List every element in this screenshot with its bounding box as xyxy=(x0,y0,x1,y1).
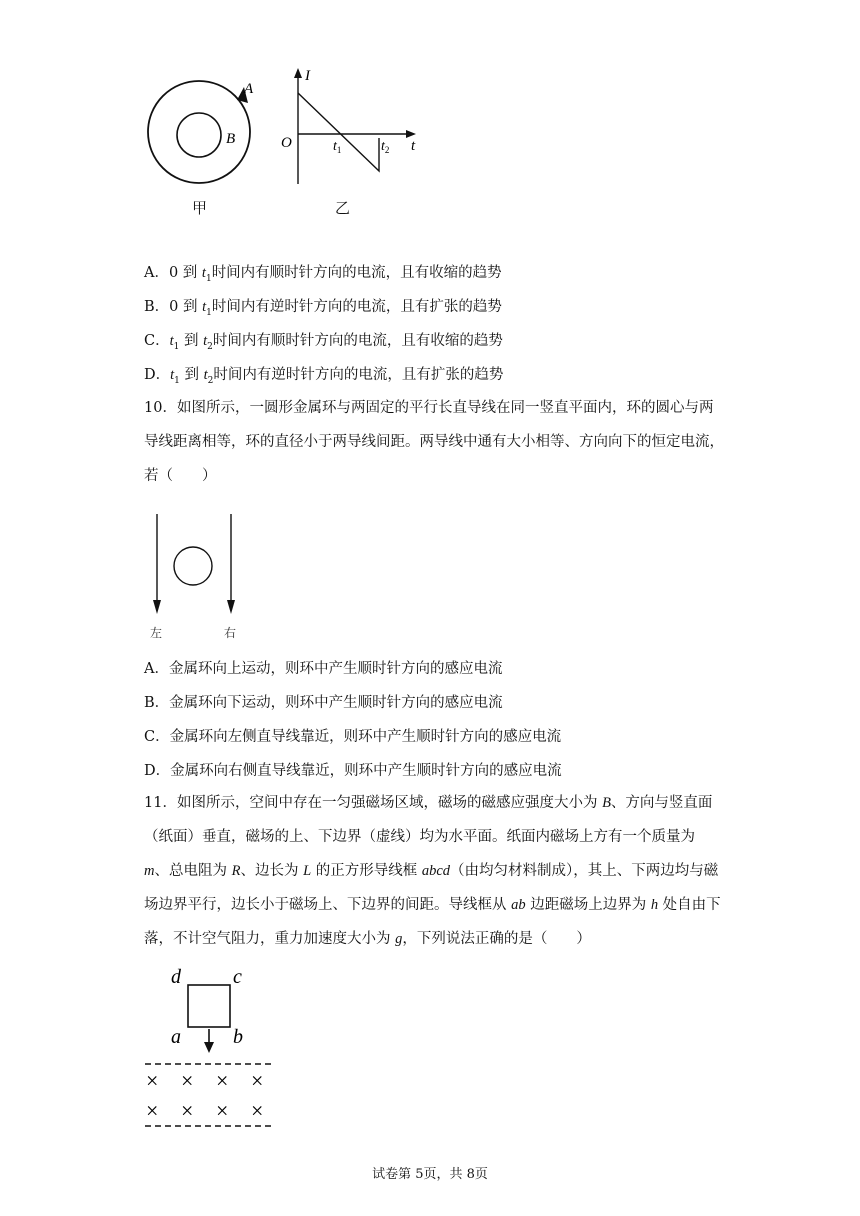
figure-graph-yi xyxy=(278,62,428,192)
figure-rings-jia xyxy=(140,60,270,220)
caption-yi: 乙 xyxy=(335,201,351,217)
right-wire-arrow-icon xyxy=(227,600,235,614)
q9-option-c: C．$t_1$ 到 $t_2$时间内有顺时针方向的电流，且有收缩的趋势 xyxy=(144,333,503,352)
q9-option-b: B．0 到 $t_1$时间内有逆时针方向的电流，且有扩张的趋势 xyxy=(144,299,502,318)
field-cross: × xyxy=(146,1098,159,1123)
page-footer: 试卷第 5页，共 8页 xyxy=(372,1167,488,1182)
i-axis-arrow-icon xyxy=(294,68,302,78)
label-right: 右 xyxy=(224,626,237,640)
q10-option-d: D．金属环向右侧直导线靠近，则环中产生顺时针方向的感应电流 xyxy=(144,763,562,779)
label-b: B xyxy=(226,131,236,147)
field-cross: × xyxy=(146,1068,159,1093)
label-o: O xyxy=(281,135,292,151)
field-cross: × xyxy=(181,1098,194,1123)
label-a: A xyxy=(244,81,254,97)
q10-option-a: A．金属环向上运动，则环中产生顺时针方向的感应电流 xyxy=(144,661,503,677)
field-cross: × xyxy=(181,1068,194,1093)
label-t: t xyxy=(411,138,416,154)
label-i: I xyxy=(305,68,310,84)
label-left: 左 xyxy=(150,626,163,640)
t-axis-arrow-icon xyxy=(406,130,416,138)
label-c: c xyxy=(233,966,242,988)
figure-wires-ring xyxy=(138,510,248,640)
caption-jia: 甲 xyxy=(192,201,208,217)
q10-option-c: C．金属环向左侧直导线靠近，则环中产生顺时针方向的感应电流 xyxy=(144,729,562,745)
figure-wire-frame xyxy=(140,958,290,1133)
q11-stem: 11．如图所示，空间中存在一匀强磁场区域，磁场的磁感应强度大小为 B、方向与竖直面（纸面）垂直，磁场的上、下边界（虚线）均为水平面。纸面内磁场上方有一个质量为 m、总电阻为 R、边长为 L 的正方形导线框 abcd（由均匀材料制成），其上、下两边均与磁场边界平行，边长小于磁场上、下边界的间距。导线框从 ab 边距磁场上边界为 h 处自由下落，不计空气阻力，重力加速度大小为 g，下列说法正确的是（ ） xyxy=(144,795,721,947)
q9-option-a: A．0 到 $t_1$时间内有顺时针方向的电流，且有收缩的趋势 xyxy=(144,265,502,284)
q9-option-d: D．$t_1$ 到 $t_2$时间内有逆时针方向的电流，且有扩张的趋势 xyxy=(144,367,504,386)
inner-ring-b xyxy=(177,113,221,157)
field-cross: × xyxy=(216,1068,229,1093)
label-b-frame: b xyxy=(233,1026,243,1048)
square-frame xyxy=(188,985,230,1027)
field-cross: × xyxy=(251,1068,264,1093)
left-wire-arrow-icon xyxy=(153,600,161,614)
q10-stem: 10．如图所示，一圆形金属环与两固定的平行长直导线在同一竖直平面内，环的圆心与两导线距离相等，环的直径小于两导线间距。两导线中通有大小相等、方向向下的恒定电流，若（ ） xyxy=(144,400,724,484)
q10-option-b: B．金属环向下运动，则环中产生顺时针方向的感应电流 xyxy=(144,695,503,711)
current-curve xyxy=(298,93,379,171)
label-d: d xyxy=(171,966,181,988)
label-a-frame: a xyxy=(171,1026,181,1048)
label-t1: $t_1$ xyxy=(333,139,342,155)
label-t2: $t_2$ xyxy=(381,139,390,155)
field-cross: × xyxy=(216,1098,229,1123)
fall-arrow-head-icon xyxy=(204,1042,214,1053)
metal-ring xyxy=(174,547,212,585)
field-cross: × xyxy=(251,1098,264,1123)
